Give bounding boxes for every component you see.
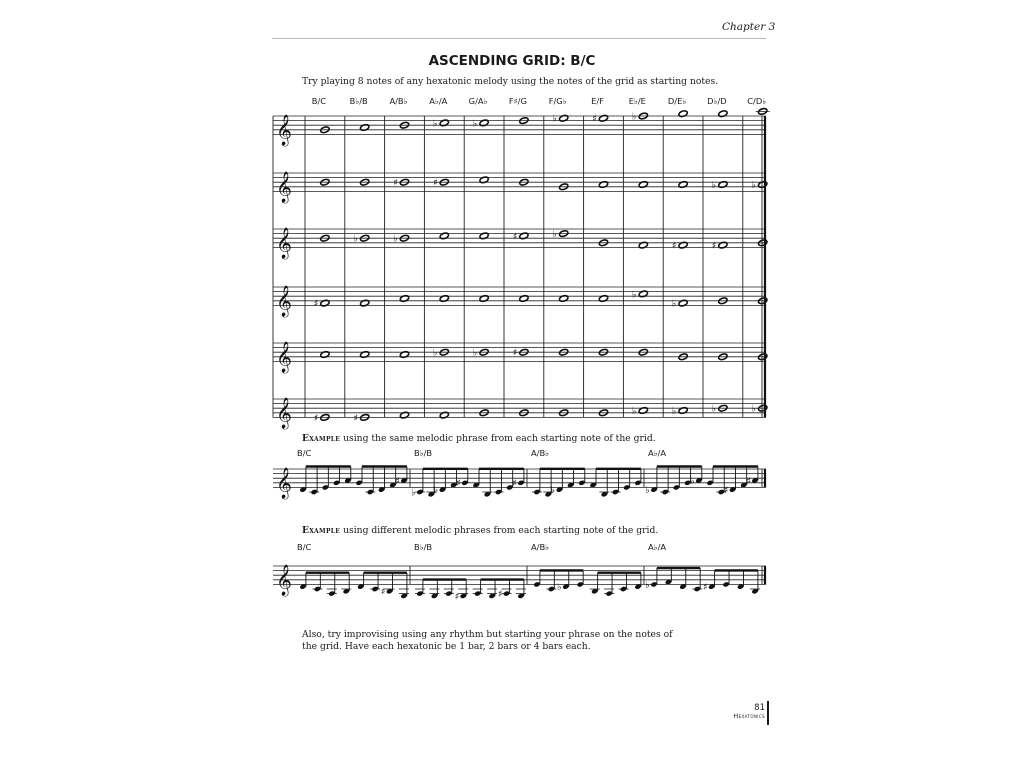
grid-column-label: A♭/A <box>429 96 448 106</box>
flat-icon: ♭ <box>711 179 717 191</box>
example2-label: B♭/B <box>414 542 433 552</box>
treble-clef-icon: 𝄞 <box>276 285 292 317</box>
sharp-icon: ♯ <box>432 177 438 189</box>
example1-label: B/C <box>297 448 312 458</box>
intro-text: Try playing 8 notes of any hexatonic melody using the notes of the grid as starting notes. <box>302 76 719 87</box>
treble-clef-icon: 𝄞 <box>276 564 292 596</box>
grid-column-label: F♯/G <box>508 96 527 106</box>
sharp-icon: ♯ <box>313 412 319 424</box>
flat-icon: ♭ <box>411 487 416 499</box>
sharp-icon: ♯ <box>711 240 717 252</box>
example1-word: Example <box>302 433 341 444</box>
sharp-icon: ♯ <box>393 177 398 189</box>
example1-label: A♭/A <box>648 448 667 458</box>
treble-clef-icon: 𝄞 <box>276 114 292 146</box>
sharp-icon: ♯ <box>671 240 677 252</box>
flat-icon: ♭ <box>472 347 478 359</box>
example2-label: A/B♭ <box>531 542 550 552</box>
grid-column-label: G/A♭ <box>468 96 488 106</box>
example2-label: A♭/A <box>648 542 667 552</box>
flat-icon: ♭ <box>632 405 637 417</box>
example2-text: using different melodic phrases from each starting note of the grid. <box>340 525 659 536</box>
treble-clef-icon: 𝄞 <box>276 397 292 429</box>
flat-icon: ♭ <box>711 403 717 415</box>
sharp-icon: ♯ <box>353 412 359 424</box>
flat-icon: ♭ <box>690 475 695 487</box>
flat-icon: ♭ <box>645 579 650 591</box>
sharp-icon: ♯ <box>512 347 518 359</box>
sharp-icon: ♯ <box>512 231 518 243</box>
flat-icon: ♭ <box>472 118 478 130</box>
sharp-icon: ♯ <box>454 591 460 603</box>
treble-clef-icon: 𝄞 <box>276 467 292 499</box>
example1-label: A/B♭ <box>531 448 550 458</box>
flat-icon: ♭ <box>393 233 398 245</box>
sharp-icon: ♯ <box>723 485 729 497</box>
flat-icon: ♭ <box>552 113 557 125</box>
treble-clef-icon: 𝄞 <box>276 171 292 203</box>
sharp-icon: ♯ <box>497 589 503 600</box>
grid-column-label: F/G♭ <box>548 96 567 106</box>
flat-icon: ♭ <box>550 485 556 497</box>
sharp-icon: ♯ <box>380 586 386 598</box>
treble-clef-icon: 𝄞 <box>276 227 292 259</box>
flat-icon: ♭ <box>433 347 438 359</box>
closing-paragraph: Also, try improvising using any rhythm but starting your phrase on the notes of the grid. Have each hexatonic be 1 bar, 2 bars or 4 bars each. <box>302 629 673 652</box>
example2-label: B/C <box>297 542 312 552</box>
grid-column-label: E♭/E <box>628 96 646 106</box>
flat-icon: ♭ <box>552 229 557 240</box>
sharp-icon: ♯ <box>746 475 751 487</box>
flat-icon: ♭ <box>353 233 358 245</box>
flat-icon: ♭ <box>632 111 637 123</box>
example1-label: B♭/B <box>414 448 433 458</box>
flat-icon: ♭ <box>645 485 650 497</box>
example1-caption <box>302 433 656 444</box>
grid-column-label: C/D♭ <box>747 96 767 106</box>
sharp-icon: ♯ <box>395 475 400 487</box>
grid-column-label: D/E♭ <box>667 96 687 106</box>
grid-column-label: B♭/B <box>349 96 368 106</box>
example2-word: Example <box>302 525 341 536</box>
sharp-icon: ♯ <box>702 582 708 594</box>
page-number: 81 <box>754 703 765 713</box>
example2-caption <box>302 525 658 536</box>
flat-icon: ♭ <box>671 405 677 417</box>
sharp-icon: ♯ <box>512 478 517 490</box>
flat-icon: ♭ <box>557 582 562 594</box>
grid-column-label: E/F <box>591 96 604 106</box>
flat-icon: ♭ <box>751 403 756 415</box>
grid-column-label: B/C <box>311 96 327 106</box>
footer-section: Hexatonics <box>733 713 765 720</box>
chapter-header: Chapter 3 <box>722 21 776 33</box>
flat-icon: ♭ <box>751 179 756 191</box>
flat-icon: ♭ <box>671 298 677 310</box>
footer-bar <box>767 701 769 725</box>
sharp-icon: ♯ <box>313 298 319 310</box>
grid-column-label: D♭/D <box>707 96 727 106</box>
flat-icon: ♭ <box>433 118 438 130</box>
grid-column-label: A/B♭ <box>389 96 408 106</box>
flat-icon: ♭ <box>632 289 637 301</box>
example1-text: using the same melodic phrase from each starting note of the grid. <box>340 433 656 444</box>
treble-clef-icon: 𝄞 <box>276 341 292 373</box>
page-title: ASCENDING GRID: B/C <box>428 53 596 69</box>
sharp-icon: ♯ <box>592 113 597 125</box>
flat-icon: ♭ <box>433 485 439 497</box>
sharp-icon: ♯ <box>456 478 461 490</box>
